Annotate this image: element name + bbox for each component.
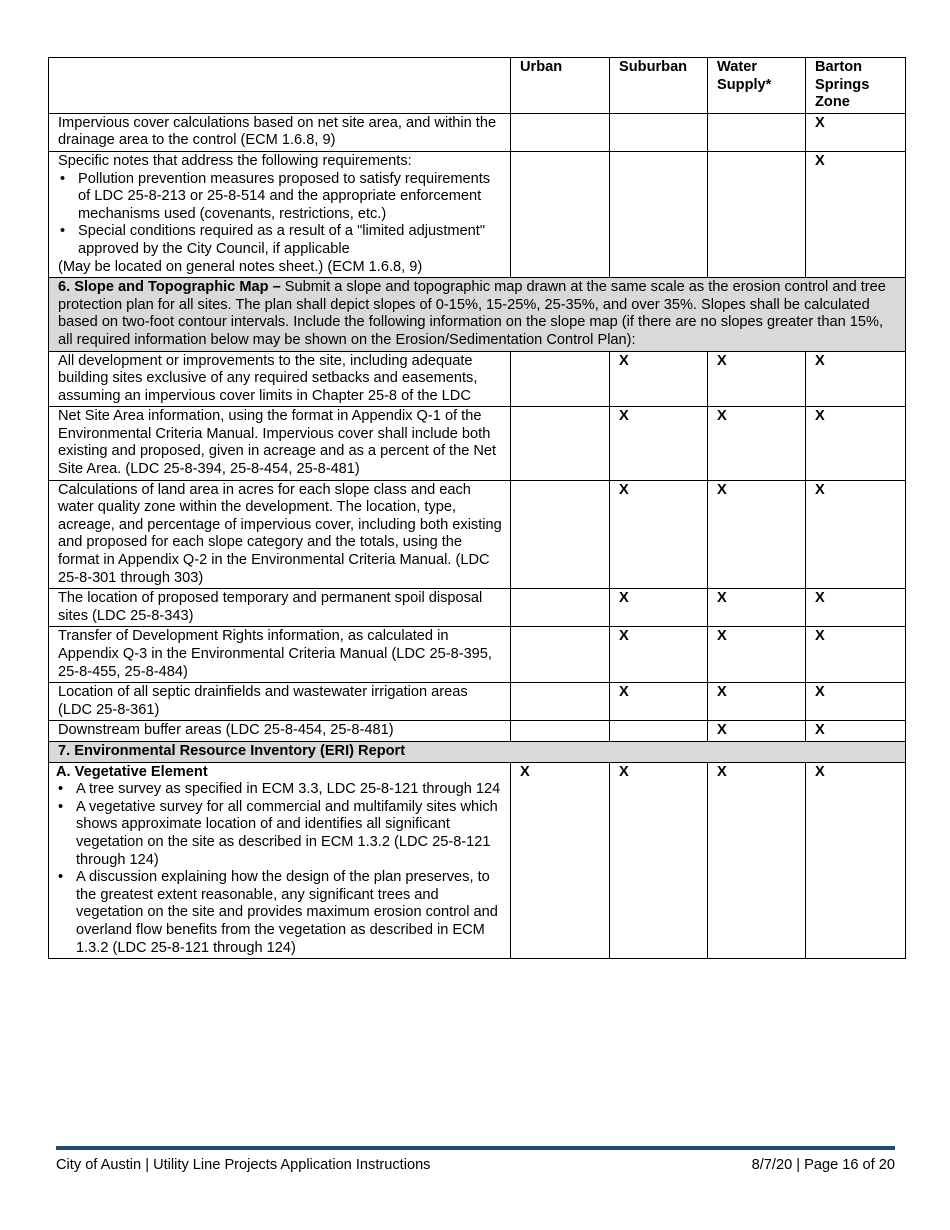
header-row <box>49 58 906 114</box>
requirement-text: All development or improvements to the site, including adequate building sites exclusive of any required setbacks and easements, assuming an impervious cover limits in Chapter 25-8 of the LDC <box>49 351 511 407</box>
mark-suburban <box>610 151 708 277</box>
section-6-row <box>49 278 906 351</box>
section-6-body: Submit a slope and topographic map drawn at the same scale as the erosion control and tree protection plan for all sites. The plan shall depict slopes of 0-15%, 15-25%, 25-35%, and over 35%. Slopes shall be calculated based on two-foot contour intervals. Include the following information on the slope map (if there are no slopes greater than 15%, all required information below may be shown on the Erosion/Sedimentation Control Plan): <box>58 279 886 348</box>
mark-suburban: X <box>610 407 708 480</box>
mark-suburban <box>610 113 708 151</box>
mark-urban <box>511 113 610 151</box>
section-7-row <box>49 741 906 762</box>
section-6-title: 6. Slope and Topographic Map – <box>58 279 281 296</box>
mark-water-supply: X <box>708 762 806 959</box>
mark-suburban <box>610 721 708 742</box>
table-row <box>49 627 906 683</box>
mark-urban <box>511 480 610 589</box>
mark-suburban: X <box>610 589 708 627</box>
mark-barton-springs: X <box>806 407 906 480</box>
mark-suburban: X <box>610 683 708 721</box>
mark-urban <box>511 351 610 407</box>
table-row <box>49 589 906 627</box>
requirement-text: Location of all septic drainfields and wastewater irrigation areas (LDC 25-8-361) <box>49 683 511 721</box>
mark-water-supply: X <box>708 351 806 407</box>
mark-barton-springs: X <box>806 627 906 683</box>
mark-urban <box>511 151 610 277</box>
mark-urban <box>511 407 610 480</box>
table-row <box>49 480 906 589</box>
requirement-text: The location of proposed temporary and permanent spoil disposal sites (LDC 25-8-343) <box>49 589 511 627</box>
mark-suburban: X <box>610 480 708 589</box>
requirement-text: Impervious cover calculations based on net site area, and within the drainage area to the control (ECM 1.6.8, 9) <box>49 113 511 151</box>
column-header-water-supply: Water Supply* <box>708 58 806 114</box>
mark-suburban: X <box>610 762 708 959</box>
mark-barton-springs: X <box>806 113 906 151</box>
table-row <box>49 407 906 480</box>
header-cell-blank <box>49 58 511 114</box>
section-6-heading <box>49 278 906 351</box>
mark-water-supply <box>708 113 806 151</box>
column-header-barton-springs-zone: Barton Springs Zone <box>806 58 906 114</box>
mark-water-supply: X <box>708 721 806 742</box>
footer-date-page: 8/7/20 | Page 16 of 20 <box>751 1157 895 1173</box>
section-7-heading: 7. Environmental Resource Inventory (ERI) Report <box>49 741 906 762</box>
mark-barton-springs: X <box>806 151 906 277</box>
mark-barton-springs: X <box>806 721 906 742</box>
mark-water-supply: X <box>708 683 806 721</box>
mark-urban <box>511 627 610 683</box>
mark-barton-springs: X <box>806 762 906 959</box>
requirement-text: Net Site Area information, using the format in Appendix Q-1 of the Environmental Criteria Manual. Impervious cover shall include both existing and proposed, given in acreage and as a percent of the Net Site Area. (LDC 25-8-394, 25-8-454, 25-8-481) <box>49 407 511 480</box>
requirement-text <box>49 762 511 959</box>
notes-intro: Specific notes that address the following requirements: <box>58 152 412 169</box>
list-item: • Pollution prevention measures proposed to satisfy requirements of LDC 25-8-213 or 25-8-514 and the appropriate enforcement mechanisms used (covenants, restrictions, etc.) <box>78 171 504 224</box>
notes-outro: (May be located on general notes sheet.) (ECM 1.6.8, 9) <box>58 258 423 275</box>
table-row <box>49 721 906 742</box>
mark-suburban: X <box>610 627 708 683</box>
mark-urban <box>511 683 610 721</box>
column-header-suburban: Suburban <box>610 58 708 114</box>
footer-document-title: City of Austin | Utility Line Projects Application Instructions <box>56 1157 431 1173</box>
mark-barton-springs: X <box>806 683 906 721</box>
requirement-text: Transfer of Development Rights information, as calculated in Appendix Q-3 in the Environmental Criteria Manual (LDC 25-8-395, 25-8-455, 25-8-484) <box>49 627 511 683</box>
mark-water-supply <box>708 151 806 277</box>
vegetative-bullet-list <box>56 781 504 957</box>
mark-water-supply: X <box>708 407 806 480</box>
mark-urban <box>511 589 610 627</box>
list-item: • A tree survey as specified in ECM 3.3, LDC 25-8-121 through 124 <box>76 781 504 799</box>
mark-urban <box>511 721 610 742</box>
vegetative-element-title: A. Vegetative Element <box>56 763 208 780</box>
table-row <box>49 683 906 721</box>
mark-water-supply: X <box>708 589 806 627</box>
requirement-text <box>49 151 511 277</box>
list-item: • A vegetative survey for all commercial and multifamily sites which shows approximate location of and identifies all significant vegetation on the site as described in ECM 1.3.2 (LDC 25-8-121 through 124) <box>76 799 504 869</box>
table-row <box>49 151 906 277</box>
column-header-urban: Urban <box>511 58 610 114</box>
table-row <box>49 113 906 151</box>
requirements-table <box>48 57 906 959</box>
footer-divider <box>56 1146 895 1150</box>
mark-water-supply: X <box>708 627 806 683</box>
list-item: • A discussion explaining how the design of the plan preserves, to the greatest extent reasonable, any significant trees and vegetation on the site and provides maximum erosion control and overland flow benefits from the vegetation as described in ECM 1.3.2 (LDC 25-8-121 through 124) <box>76 869 504 957</box>
requirement-text: Calculations of land area in acres for each slope class and each water quality zone within the development. The location, type, acreage, and percentage of impervious cover, including both existing and proposed for each slope category and the totals, using the format in Appendix Q-2 in the Environmental Criteria Manual. (LDC 25-8-301 through 303) <box>49 480 511 589</box>
table-row <box>49 762 906 959</box>
mark-barton-springs: X <box>806 589 906 627</box>
notes-bullet-list <box>58 171 504 259</box>
mark-water-supply: X <box>708 480 806 589</box>
list-item: • Special conditions required as a result of a "limited adjustment" approved by the City Council, if applicable <box>78 223 504 258</box>
mark-suburban: X <box>610 351 708 407</box>
table-row <box>49 351 906 407</box>
mark-urban: X <box>511 762 610 959</box>
requirement-text: Downstream buffer areas (LDC 25-8-454, 25-8-481) <box>49 721 511 742</box>
mark-barton-springs: X <box>806 351 906 407</box>
mark-barton-springs: X <box>806 480 906 589</box>
